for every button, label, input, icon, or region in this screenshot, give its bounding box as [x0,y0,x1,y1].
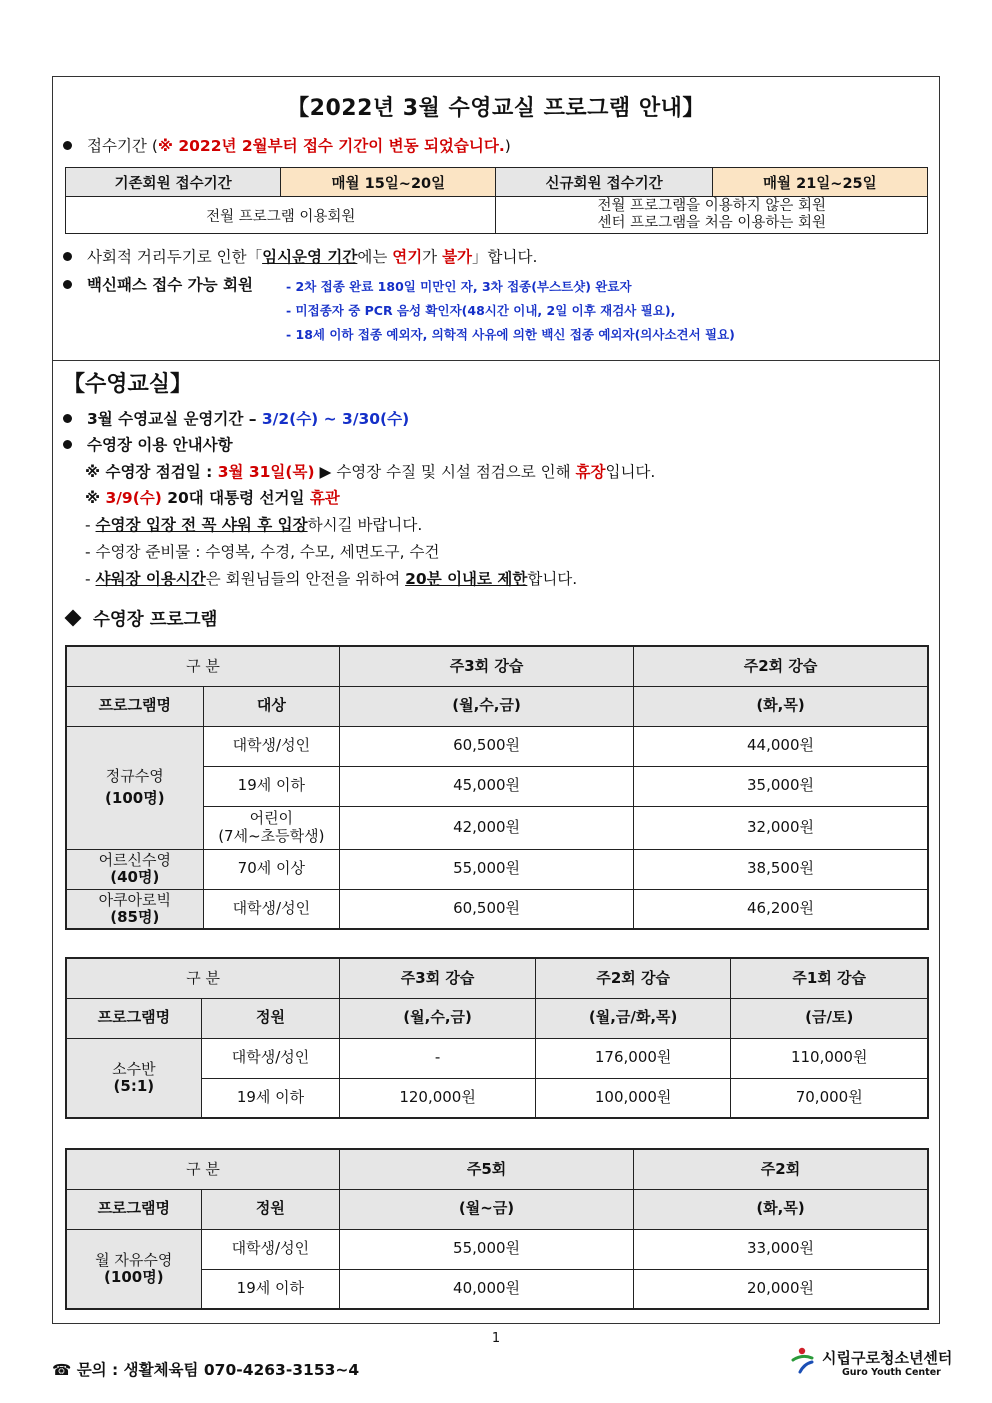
new-label: 신규회원 접수기간 [496,168,712,197]
election-line: ※ 3/9(수) 20대 대통령 선거일 휴관 [85,489,340,507]
header-week2: 주2회 [634,1149,928,1189]
bullet-icon [63,414,72,423]
target-cell: 어린이 (7세~초등학생) [203,806,340,849]
guide-line: 수영장 이용 안내사항 [63,433,233,455]
price-cell: 46,200원 [634,889,928,929]
price-cell: 60,500원 [340,889,634,929]
reception-table [65,167,928,234]
header-capacity: 정원 [201,1189,339,1229]
page-number: 1 [491,1331,501,1346]
new-desc: 전월 프로그램을 이용하지 않은 회원 센터 프로그램을 처음 이용하는 회원 [496,197,928,234]
shower-time-line: - 샤워장 이용시간은 회원님들의 안전을 위하여 20분 이내로 제한합니다. [85,570,578,588]
price-cell: 44,000원 [634,726,928,766]
header-division: 구 분 [66,1149,340,1189]
target-cell: 19세 이하 [203,766,340,806]
swim-heading: 【수영교실】 [63,372,193,397]
header-week2-days: (화,목) [634,1189,928,1229]
bullet-icon [63,440,72,449]
center-logo [790,1345,953,1379]
header-week2-days: (월,금/화,목) [535,998,731,1038]
header-target: 대상 [203,686,340,726]
page-title: 【2022년 3월 수영교실 프로그램 안내】 [287,96,705,121]
existing-label: 기존회원 접수기간 [66,168,281,197]
price-cell: 120,000원 [340,1078,536,1118]
vaccine-item: - 18세 이하 접종 예외자, 의학적 사유에 의한 백신 접종 예외자(의사소견서 필요) [286,327,735,342]
period-line: 3월 수영교실 운영기간 – 3/2(수) ~ 3/30(수) [63,407,409,429]
header-week3: 주3회 강습 [340,646,634,686]
header-program: 프로그램명 [66,998,201,1038]
price-cell: - [340,1038,536,1078]
senior-swim-cell: 어르신수영 (40명) [66,849,203,889]
header-week2: 주2회 강습 [634,646,928,686]
header-week1: 주1회 강습 [731,958,928,998]
header-week3-days: (월,수,금) [340,998,536,1038]
price-cell: 45,000원 [340,766,634,806]
target-cell: 대학생/성인 [203,889,340,929]
logo-english: Guro Youth Center [842,1367,941,1378]
header-week3: 주3회 강습 [340,958,536,998]
target-cell: 19세 이하 [201,1078,340,1118]
header-week5-days: (월~금) [340,1189,634,1229]
header-capacity: 정원 [201,998,340,1038]
existing-period: 매월 15일~20일 [281,168,496,197]
diamond-icon [65,610,82,627]
target-cell: 19세 이하 [201,1269,339,1309]
vaccine-item: - 미접종자 중 PCR 음성 확인자(48시간 이내, 2일 이후 재검사 필요), [286,303,676,318]
existing-desc: 전월 프로그램 이용회원 [66,197,496,234]
header-week5: 주5회 [340,1149,634,1189]
target-cell: 70세 이상 [203,849,340,889]
header-week2-days: (화,목) [634,686,928,726]
price-cell: 20,000원 [634,1269,928,1309]
logo-icon [790,1345,820,1375]
reception-note: ※ 2022년 2월부터 접수 기간이 변동 되었습니다. [157,137,505,155]
bullet-icon [63,141,72,150]
intro-section [53,77,939,361]
header-division: 구 분 [66,646,340,686]
document-frame [52,76,940,1324]
small-group-table [65,957,929,1119]
price-cell: 70,000원 [731,1078,928,1118]
program-heading: 수영장 프로그램 [63,606,217,631]
inspection-line: ※ 수영장 점검일 : 3월 31일(목) ▶ 수영장 수질 및 시설 점검으로 인해 휴장입니다. [85,463,656,481]
header-program: 프로그램명 [66,686,203,726]
price-cell: 38,500원 [634,849,928,889]
price-cell: 55,000원 [340,849,634,889]
new-period: 매월 21일~25일 [712,168,927,197]
notice-line: 사회적 거리두기로 인한「임시운영 기간에는 연기가 불가」합니다. [63,245,537,267]
price-cell: 40,000원 [340,1269,634,1309]
price-cell: 42,000원 [340,806,634,849]
header-week3-days: (월,수,금) [340,686,634,726]
regular-swim-cell: 정규수영 (100명) [66,726,203,849]
price-cell: 35,000원 [634,766,928,806]
bullet-icon [63,252,72,261]
target-cell: 대학생/성인 [201,1038,340,1078]
reception-line: 접수기간 (※ 2022년 2월부터 접수 기간이 변동 되었습니다.) [63,134,511,156]
price-cell: 100,000원 [535,1078,731,1118]
price-cell: 176,000원 [535,1038,731,1078]
regular-program-table [65,645,929,930]
bullet-icon [63,280,72,289]
supplies-line: - 수영장 준비물 : 수영복, 수경, 수모, 세면도구, 수건 [85,543,440,561]
logo-korean: 시립구로청소년센터 [822,1349,953,1367]
small-group-cell: 소수반 (5:1) [66,1038,201,1118]
vaccine-label-line: 백신패스 접수 가능 회원 [63,273,253,295]
free-swim-cell: 월 자유수영 (100명) [66,1229,201,1309]
price-cell: 55,000원 [340,1229,634,1269]
free-swim-table [65,1148,929,1310]
price-cell: 32,000원 [634,806,928,849]
shower-line: - 수영장 입장 전 꼭 샤워 후 입장하시길 바랍니다. [85,516,423,534]
header-week2: 주2회 강습 [535,958,731,998]
aquarobic-cell: 아쿠아로빅 (85명) [66,889,203,929]
vaccine-item: - 2차 접종 완료 180일 미만인 자, 3차 접종(부스트샷) 완료자 [286,279,632,294]
contact-info: ☎ 문의 : 생활체육팀 070-4263-3153~4 [52,1361,360,1379]
target-cell: 대학생/성인 [203,726,340,766]
header-division: 구 분 [66,958,340,998]
price-cell: 60,500원 [340,726,634,766]
header-program: 프로그램명 [66,1189,201,1229]
target-cell: 대학생/성인 [201,1229,339,1269]
header-week1-days: (금/토) [731,998,928,1038]
price-cell: 110,000원 [731,1038,928,1078]
price-cell: 33,000원 [634,1229,928,1269]
